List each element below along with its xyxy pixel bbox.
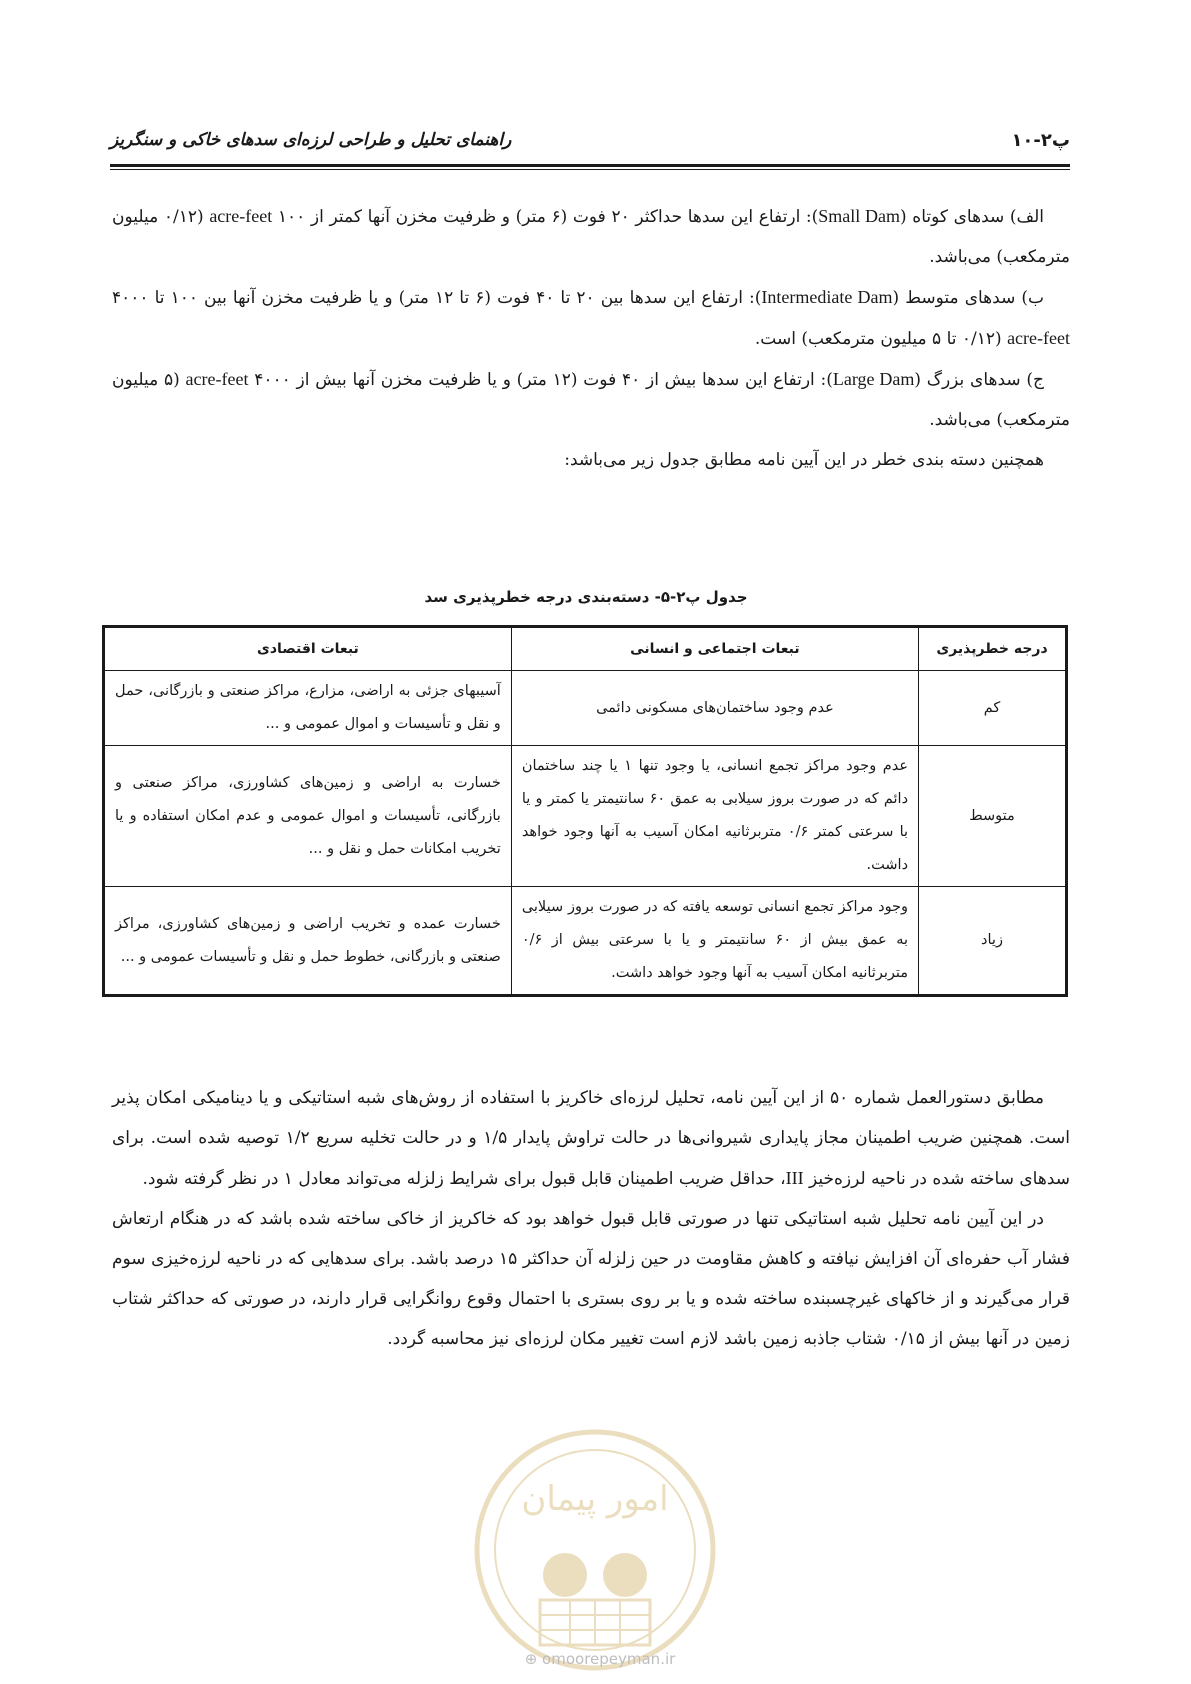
paragraph-intermediate-dam (112, 277, 1070, 359)
cell-grade: متوسط (919, 746, 1067, 887)
paragraph-pseudo-static (112, 1078, 1070, 1199)
header-grade: درجه خطرپذیری (919, 627, 1067, 671)
running-title: راهنمای تحلیل و طراحی لرزه‌ای سدهای خاکی و سنگریز (110, 130, 512, 150)
para-text: ، حداقل ضریب اطمینان قابل قبول برای شرایط زلزله می‌تواند معادل ۱ در نظر گرفته شود. (142, 1169, 786, 1189)
hazard-classification-table (102, 625, 1068, 997)
para-text: ب) سدهای متوسط ( (892, 288, 1045, 308)
table-row (104, 671, 1067, 746)
header-rule-thin (110, 169, 1070, 170)
para-text: ): ارتفاع این سدها بیش از ۴۰ فوت (۱۲ متر) و یا ظرفیت مخزن آنها بیش از ۴۰۰۰ (248, 370, 833, 390)
para-text: ): ارتفاع این سدها حداکثر ۲۰ فوت (۶ متر) و ظرفیت مخزن آنها کمتر از ۱۰۰ (272, 207, 819, 227)
cell-grade: زیاد (919, 887, 1067, 996)
analysis-paragraphs (112, 1078, 1070, 1359)
latin-term: Intermediate Dam (761, 287, 893, 307)
para-text: (۰/۱۲ میلیون مترمکعب) می‌باشد. (112, 207, 1070, 267)
header-rule-thick (110, 164, 1070, 167)
paragraph-hazard-intro: همچنین دسته بندی خطر در این آیین نامه مطابق جدول زیر می‌باشد: (564, 450, 1044, 470)
latin-unit: acre-feet (1007, 328, 1070, 348)
para-text: (۵ میلیون مترمکعب) می‌باشد. (112, 370, 1070, 430)
latin-term: Small Dam (818, 206, 901, 226)
site-text: omoorepeyman.ir (542, 1650, 676, 1668)
page-header (110, 130, 1070, 160)
header-economic: تبعات اقتصادی (104, 627, 512, 671)
para-text: ): ارتفاع این سدها بین ۲۰ تا ۴۰ فوت (۶ تا ۱۲ متر) و یا ظرفیت مخزن آنها بین ۱۰۰ تا ۴۰۰۰ (112, 288, 762, 308)
paragraph-small-dam (112, 196, 1070, 277)
cell-social: عدم وجود ساختمان‌های مسکونی دائمی (511, 671, 918, 746)
cell-grade: کم (919, 671, 1067, 746)
latin-unit: acre-feet (185, 369, 249, 389)
publisher-site: ⊕ omoorepeyman.ir (524, 1650, 676, 1668)
paragraph-large-dam (112, 359, 1070, 440)
publisher-logo-watermark (470, 1425, 720, 1675)
para-text: ج) سدهای بزرگ ( (914, 370, 1045, 390)
cell-economic: خسارت به اراضی و زمین‌های کشاورزی، مراکز صنعتی و بازرگانی، تأسیسات و اموال عمومی و عدم امکان استفاده و یا تخریب امکانات حمل و نقل و ... (104, 746, 512, 887)
logo-text: امور پیمان (521, 1479, 669, 1519)
cell-social: عدم وجود مراکز تجمع انسانی، یا وجود تنها ۱ یا چند ساختمان دائم که در صورت بروز سیلابی به عمق ۶۰ سانتیمتر یا کمتر و یا با سرعتی کمتر ۰/۶ متربرثانیه امکان آسیب به آنها وجود خواهد داشت. (511, 746, 918, 887)
latin-unit: acre-feet (209, 206, 273, 226)
intro-paragraphs (112, 196, 1070, 480)
page-number: پ۲-۱۰ (1011, 130, 1070, 151)
table-header-row (104, 627, 1067, 671)
table-caption: جدول پ۲-۵- دسته‌بندی درجه خطرپذیری سد (424, 588, 748, 606)
cell-economic: خسارت عمده و تخریب اراضی و زمین‌های کشاورزی، مراکز صنعتی و بازرگانی، خطوط حمل و نقل و تأسیسات عمومی و ... (104, 887, 512, 996)
cell-economic: آسیبهای جزئی به اراضی، مزارع، مراکز صنعتی و بازرگانی، حمل و نقل و تأسیسات و اموال عمومی و ... (104, 671, 512, 746)
para-text: الف) سدهای کوتاه ( (900, 207, 1045, 227)
latin-term: Large Dam (832, 369, 915, 389)
latin-term: III (785, 1168, 804, 1188)
table-row (104, 746, 1067, 887)
header-social: تبعات اجتماعی و انسانی (511, 627, 918, 671)
cell-social: وجود مراکز تجمع انسانی توسعه یافته که در صورت بروز سیلابی به عمق بیش از ۶۰ سانتیمتر و یا با سرعتی بیش از ۰/۶ متربرثانیه امکان آسیب به آنها وجود خواهد داشت. (511, 887, 918, 996)
para-text: مطابق دستورالعمل شماره ۵۰ از این آیین نامه، تحلیل لرزه‌ای خاکریز با استفاده از روش‌های شبه استاتیکی و یا دینامیکی امکان پذیر است. همچنین ضریب اطمینان مجاز پایداری شیروانی‌ها در حالت تراوش پایدار ۱/۵ و در حالت تخلیه سریع ۱/۲ توصیه شده است. برای سدهای ساخته شده در ناحیه لرزه‌خیز (112, 1088, 1071, 1189)
paragraph-liquefaction: در این آیین نامه تحلیل شبه استاتیکی تنها در صورتی قابل قبول خواهد بود که خاکریز از خاکی ساخته شده باشد که در هنگام ارتعاش فشار آب حفره‌ای آن افزایش نیافته و کاهش مقاومت در حین زلزله آن حداکثر ۱۵ درصد باشد. برای سدهایی که در ناحیه لرزه‌خیزی سوم قرار می‌گیرند و از خاکهای غیرچسبنده ساخته شده و یا بر روی بستری با احتمال وقوع روانگرایی قرار دارند، در صورتی که حداکثر شتاب زمین در آنها بیش از ۰/۱۵ شتاب جاذبه زمین باشد لازم است تغییر مکان لرزه‌ای نیز محاسبه گردد. (112, 1209, 1071, 1349)
table-row (104, 887, 1067, 996)
para-text: (۰/۱۲ تا ۵ میلیون مترمکعب) است. (754, 329, 1008, 349)
